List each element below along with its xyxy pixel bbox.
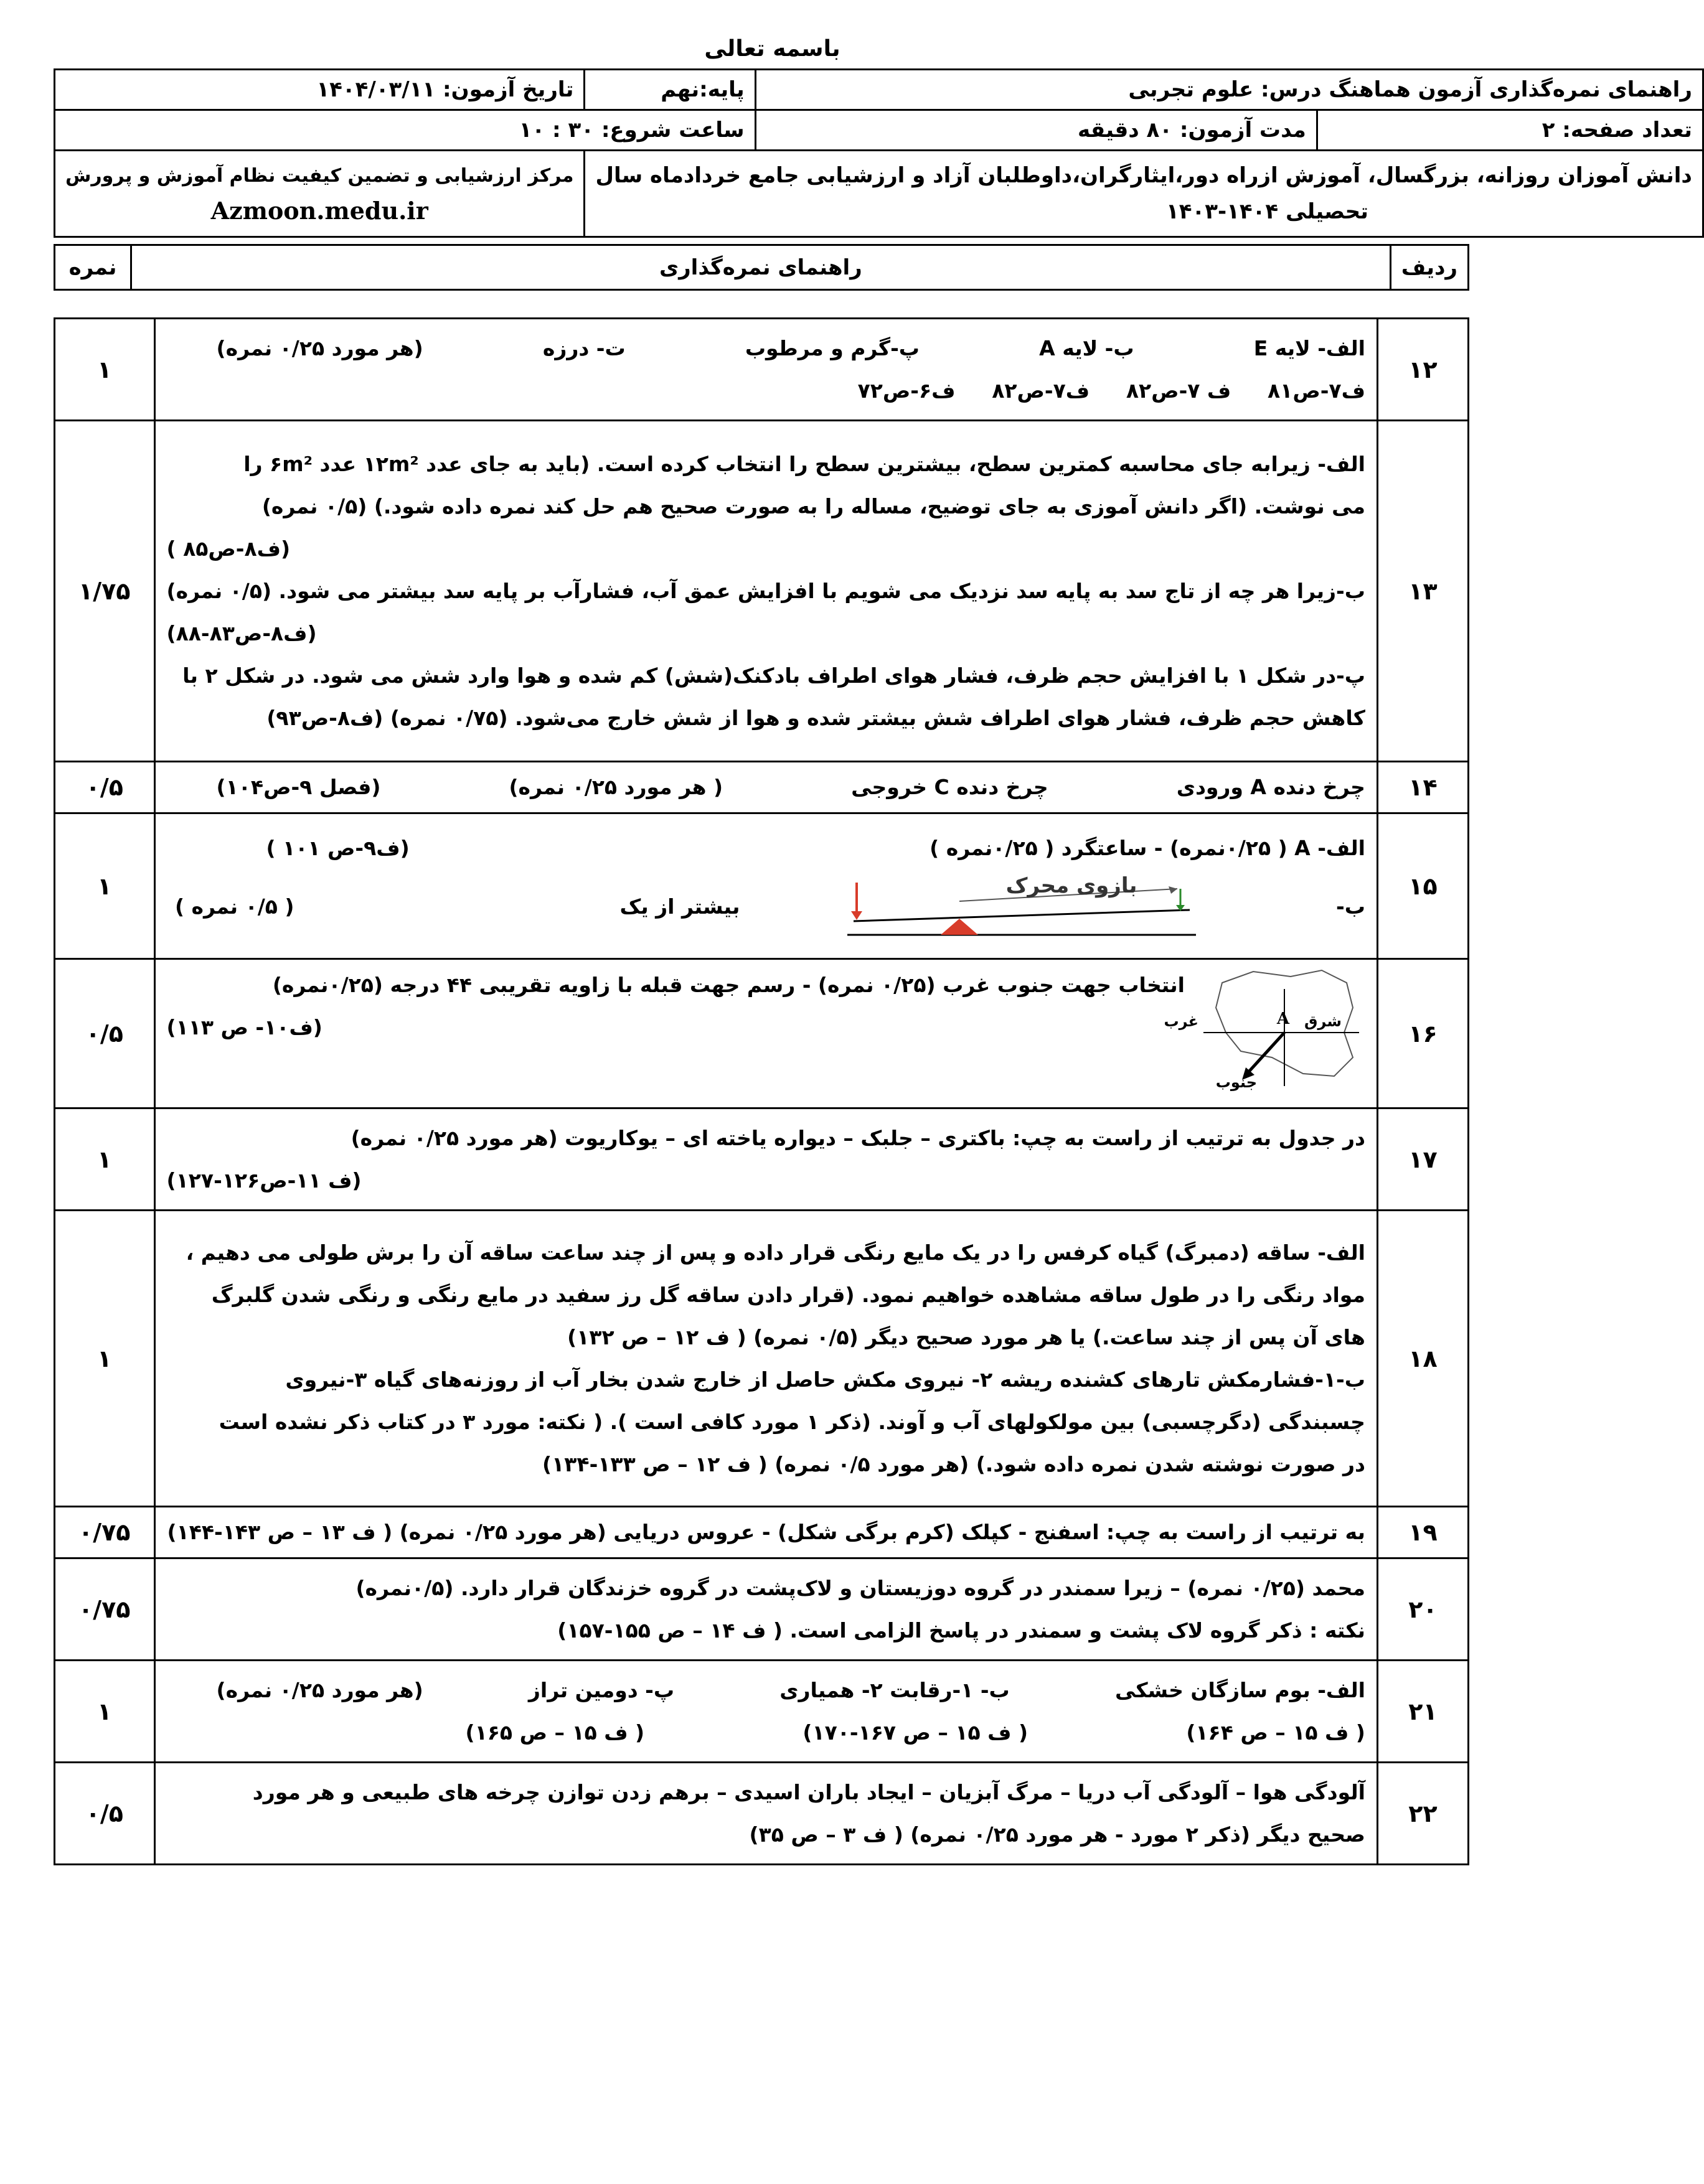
row-number: ۲۱ [1377, 1661, 1468, 1763]
reference: ف ۷-ص۸۲ [1126, 378, 1231, 403]
page-count: تعداد صفحه: ۲ [1317, 110, 1703, 151]
answer-line: پ-در شکل ۱ با افزایش حجم ظرف، فشار هوای اطراف بادکنک(شش) کم شده و هوا وارد شش می شود. در شکل ۲ با [182, 663, 1365, 688]
start-time: ساعت شروع: ۳۰ : ۱۰ [55, 110, 756, 151]
answer-part: الف- بوم سازگان خشکی [1114, 1677, 1365, 1702]
row-number: ۱۴ [1377, 762, 1468, 813]
row-number: ۱۵ [1377, 813, 1468, 959]
south-label: جنوب [1215, 1074, 1257, 1091]
answer-part: بیشتر از یک [619, 894, 740, 919]
row-number: ۱۲ [1377, 319, 1468, 421]
col-score: نمره [55, 245, 131, 290]
answer-line [167, 766, 1365, 808]
answer-line: در جدول به ترتیب از راست به چپ: باکتری – جلبک – دیواره یاخته ای – یوکاریوت (هر مورد ۰/۲۵ نمره) [351, 1125, 1365, 1150]
center-info [55, 151, 585, 237]
students-line-2: تحصیلی ۱۴۰۴-۱۴۰۳ [1165, 199, 1368, 224]
row-number: ۱۳ [1377, 421, 1468, 762]
exam-header-table [54, 68, 1704, 238]
answer-line: الف- زیرابه جای محاسبه کمترین سطح، بیشترین سطح را انتخاب کرده است. (باید به جای عدد ۱۲m² عدد ۶m² را [243, 451, 1365, 476]
students-info [585, 151, 1703, 237]
answer-text [154, 959, 1377, 1108]
answer-text [154, 1507, 1377, 1558]
answer-line: چسبندگی (دگرچسبی) بین مولکولهای آب و آوند. (ذکر ۱ مورد کافی است ). ( نکته: مورد ۳ در کتاب ذکر نشده است [219, 1409, 1365, 1434]
answer-line: در صورت نوشته شدن نمره داده شود.) (هر مورد ۰/۵ نمره) ( ف ۱۲ – ص ۱۳۳-۱۳۴) [542, 1451, 1365, 1476]
answer-part: ب- لایه A [1039, 335, 1134, 360]
row-score: ۰/۷۵ [55, 1507, 155, 1558]
qibla-map [1164, 964, 1365, 1091]
answer-part: الف- لایه E [1253, 335, 1365, 360]
row-score: ۰/۵ [55, 959, 155, 1108]
reference: (فصل ۹-ص۱۰۴) [216, 775, 381, 799]
point-a-label: A [1276, 1010, 1289, 1028]
answer-line: محمد (۰/۲۵ نمره) – زیرا سمندر در گروه دوزیستان و لاک‌پشت در گروه خزندگان قرار دارد. (۰/۵نمره) [355, 1575, 1365, 1600]
answer-line [167, 370, 1365, 412]
reference: ( ف ۱۵ – ص ۱۶۴) [1186, 1720, 1365, 1745]
answer-line [167, 869, 1365, 945]
row-score: ۱ [55, 1211, 155, 1507]
reference: (ف۸-ص۸۵ ) [166, 536, 291, 561]
answer-part: ( ۰/۵ نمره ) [174, 894, 294, 919]
reference: (ف۱۰- ص ۱۱۳) [166, 1015, 322, 1039]
reference: ف۷-ص۸۱ [1268, 378, 1365, 403]
answer-line: نکته : ذکر گروه لاک پشت و سمندر در پاسخ الزامی است. ( ف ۱۴ – ص ۱۵۵-۱۵۷) [557, 1618, 1365, 1643]
fulcrum-icon [941, 919, 978, 935]
answer-text [154, 421, 1377, 762]
reference: ف۶-ص۷۲ [857, 378, 956, 403]
reference: ( ف ۱۵ – ص ۱۶۵) [465, 1720, 645, 1745]
answer-line: ب-زیرا هر چه از تاج سد به پایه سد نزدیک می شویم با افزایش عمق آب، فشارآب بر پایه سد بیشتر می شود. (۰/۵ نمره) [166, 578, 1365, 603]
answer-line [167, 827, 1365, 869]
answer-row [55, 1211, 1469, 1507]
guide-title: راهنمای نمره‌گذاری آزمون هماهنگ درس: علوم تجربی [755, 70, 1703, 110]
answer-row [55, 762, 1469, 813]
answer-part: ب- ۱-رقابت ۲- همیاری [779, 1677, 1010, 1702]
answer-line: آلودگی هوا – آلودگی آب دریا – مرگ آبزیان – ایجاد باران اسیدی – برهم زدن توازن چرخه های طبیعی و هر مورد [252, 1779, 1365, 1804]
column-header-table [54, 244, 1469, 291]
row-number: ۱۸ [1377, 1211, 1468, 1507]
answer-row [55, 1763, 1469, 1865]
page-heading: باسمه تعالی [704, 36, 840, 62]
row-score: ۰/۵ [55, 762, 155, 813]
row-score: ۱ [55, 1108, 155, 1211]
answer-row [55, 319, 1469, 421]
answer-row [55, 1661, 1469, 1763]
answer-line [167, 1669, 1365, 1712]
answer-line: مواد رنگی را در طول ساقه مشاهده خواهیم نمود. (قرار دادن ساقه گل رز سفید در مایع رنگی و رنگی شدن گلبرگ [211, 1282, 1365, 1307]
website-link[interactable]: Azmoon.medu.ir [210, 197, 428, 225]
answer-line: انتخاب جهت جنوب غرب (۰/۲۵ نمره) - رسم جهت قبله با زاویه تقریبی ۴۴ درجه (۰/۲۵نمره) [272, 973, 1185, 997]
answer-text [154, 1108, 1377, 1211]
answer-part: پ-گرم و مرطوب [745, 335, 920, 360]
answer-row [55, 421, 1469, 762]
answer-part: (هر مورد ۰/۲۵ نمره) [216, 335, 423, 360]
answer-row [55, 1558, 1469, 1661]
row-number: ۱۶ [1377, 959, 1468, 1108]
answer-part: چرخ دنده A ورودی [1176, 775, 1365, 799]
answer-text [154, 1558, 1377, 1661]
exam-date: تاریخ آزمون: ۱۴۰۴/۰۳/۱۱ [55, 70, 585, 110]
students-line-1: دانش آموزان روزانه، بزرگسال، آموزش ازراه دور،ایثارگران،داوطلبان آزاد و ارزشیابی جامع خردادماه سال [595, 163, 1692, 188]
exam-duration: مدت آزمون: ۸۰ دقیقه [755, 110, 1317, 151]
answer-text [154, 762, 1377, 813]
reference: (ف۹-ص ۱۰۱ ) [266, 835, 410, 860]
answer-table [54, 317, 1469, 1865]
west-label: غرب [1164, 1013, 1198, 1030]
col-guide: راهنمای نمره‌گذاری [131, 245, 1391, 290]
answer-line: ب-۱-فشارمکش تارهای کشنده ریشه ۲- نیروی مکش حاصل از خارج شدن بخار آب از روزنه‌های گیاه ۳-نیروی [285, 1367, 1365, 1392]
reference: (ف۸-ص۸۳-۸۸) [166, 621, 317, 645]
arm-arrowhead-icon [1169, 886, 1177, 894]
answer-text [154, 1211, 1377, 1507]
answer-text [154, 1763, 1377, 1865]
answer-line: صحیح دیگر (ذکر ۲ مورد - هر مورد ۰/۲۵ نمره) ( ف ۳ – ص ۳۵) [749, 1822, 1365, 1847]
load-arrowhead-icon [851, 911, 862, 920]
answer-line: کاهش حجم ظرف، فشار هوای اطراف شش بیشتر شده و هوا از شش خارج می‌شود. (۰/۷۵ نمره) (ف۸-ص۹۳) [266, 705, 1365, 730]
answer-line: می نوشت. (اگر دانش آموزی به جای توضیح، مساله را به صورت صحیح هم حل کند نمره داده شود.) (۰/۵ نمره) [261, 494, 1365, 518]
row-score: ۰/۵ [55, 1763, 155, 1865]
lever-diagram [829, 870, 1202, 945]
row-score: ۰/۷۵ [55, 1558, 155, 1661]
reference: ( ف ۱۵ – ص ۱۶۷-۱۷۰) [803, 1720, 1029, 1745]
reference: (ف ۱۱-ص۱۲۶-۱۲۷) [166, 1168, 362, 1193]
answer-text [154, 813, 1377, 959]
answer-part: ب- [1336, 894, 1365, 919]
east-label: شرق [1304, 1013, 1342, 1030]
grade: پایه:نهم [585, 70, 755, 110]
answer-part: ت- درزه [542, 335, 626, 360]
answer-part: چرخ دنده C خروجی [851, 775, 1048, 799]
figure-label: بازوی محرک [1006, 873, 1137, 899]
answer-part: (هر مورد ۰/۲۵ نمره) [216, 1677, 423, 1702]
row-number: ۲۲ [1377, 1763, 1468, 1865]
row-score: ۱ [55, 813, 155, 959]
row-number: ۲۰ [1377, 1558, 1468, 1661]
row-number: ۱۷ [1377, 1108, 1468, 1211]
answer-part: الف- A ( ۰/۲۵نمره) - ساعتگرد ( ۰/۲۵نمره ) [930, 835, 1365, 860]
row-score: ۱/۷۵ [55, 421, 155, 762]
center-name: مرکز ارزشیابی و تضمین کیفیت نظام آموزش و پرورش [65, 165, 574, 187]
answer-row [55, 959, 1469, 1108]
answer-line [167, 327, 1365, 370]
reference: ف۷-ص۸۲ [992, 378, 1090, 403]
col-row: ردیف [1390, 245, 1468, 290]
answer-text [154, 1661, 1377, 1763]
answer-line: های آن پس از چند ساعت.) یا هر مورد صحیح دیگر (۰/۵ نمره) ( ف ۱۲ – ص ۱۳۲) [567, 1324, 1365, 1349]
answer-line: الف- ساقه (دمبرگ) گیاه کرفس را در یک مایع رنگی قرار داده و پس از چند ساعت ساقه آن را برش طولی می دهیم ، [186, 1240, 1365, 1265]
answer-part: پ- دومین تراز [528, 1677, 675, 1702]
row-score: ۱ [55, 1661, 155, 1763]
lever-bar [854, 910, 1190, 921]
row-score: ۱ [55, 319, 155, 421]
answer-part: ( هر مورد ۰/۲۵ نمره) [509, 775, 723, 799]
answer-row [55, 1108, 1469, 1211]
answer-line: به ترتیب از راست به چپ: اسفنج - کپلک (کرم برگی شکل) - عروس دریایی (هر مورد ۰/۲۵ نمره) ( ف ۱۳ – ص ۱۴۳-۱۴۴) [167, 1520, 1365, 1544]
row-number: ۱۹ [1377, 1507, 1468, 1558]
answer-row [55, 813, 1469, 959]
answer-line [167, 1712, 1365, 1754]
answer-text [154, 319, 1377, 421]
answer-row [55, 1507, 1469, 1558]
